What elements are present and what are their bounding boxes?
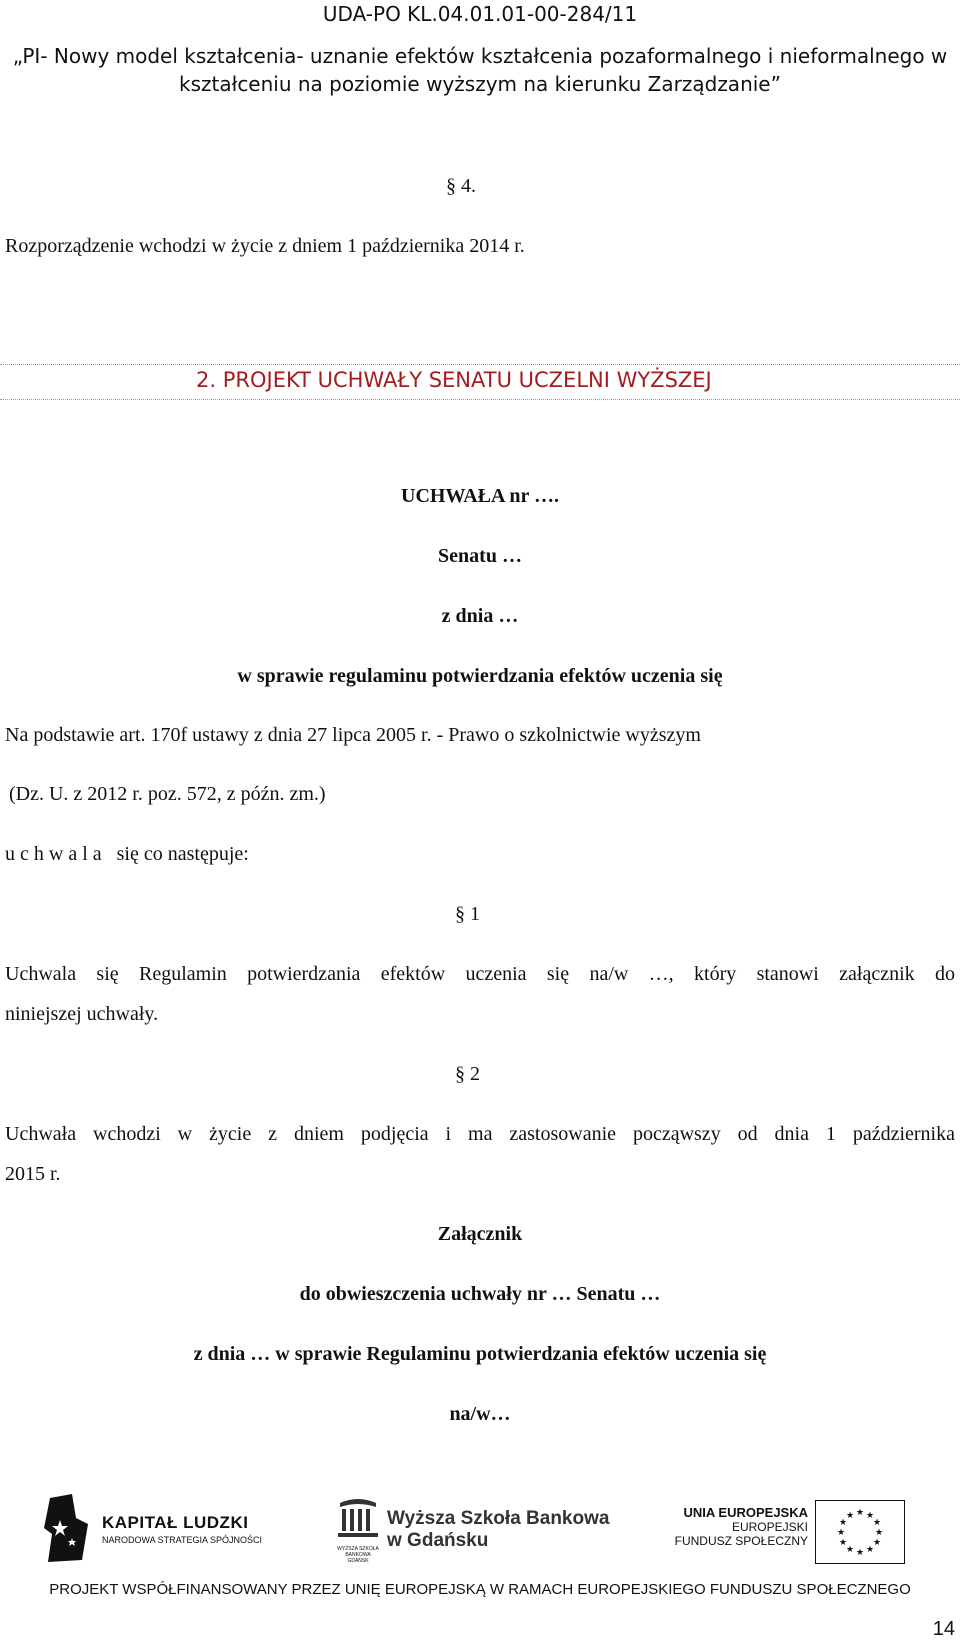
- annex-title: Załącznik: [437, 1223, 523, 1245]
- svg-text:★: ★: [845, 1511, 855, 1521]
- logo-ue-line2: EUROPEJSKI: [731, 1520, 808, 1534]
- svg-text:★: ★: [865, 1511, 875, 1521]
- logo-kapital-ludzki: [42, 1494, 262, 1564]
- project-code: UDA-PO KL.04.01.01-00-284/11: [322, 2, 638, 26]
- annex-line1: do obwieszczenia uchwały nr … Senatu …: [299, 1283, 661, 1305]
- logo-wsb-small: WYŻSZA SZKOŁA BANKOWA GDAŃSK: [337, 1545, 379, 1564]
- project-title-line1: „PI- Nowy model kształcenia- uznanie efektów kształcenia pozaformalnego i nieformalnego w: [12, 44, 948, 68]
- resolution-senate: Senatu …: [438, 545, 522, 567]
- resolution-title: UCHWAŁA nr ….: [401, 485, 559, 507]
- logo-wsb-gdansk: [335, 1500, 610, 1564]
- logo-kl-title: KAPITAŁ LUDZKI: [102, 1513, 249, 1532]
- legal-basis-line1: Na podstawie art. 170f ustawy z dnia 27 lipca 2005 r. - Prawo o szkolnictwie wyższym: [5, 724, 701, 746]
- svg-text:★: ★: [836, 1528, 846, 1538]
- heading-rule-top: [0, 364, 960, 365]
- heading-rule-bottom: [0, 399, 960, 400]
- resolution-subject: w sprawie regulaminu potwierdzania efektów uczenia się: [237, 665, 723, 687]
- paragraph-1-line2: niniejszej uchwały.: [5, 1003, 159, 1025]
- eu-flag-icon: [815, 1500, 905, 1564]
- project-title-line2: kształceniu na poziomie wyższym na kierunku Zarządzanie”: [179, 72, 781, 96]
- svg-text:★: ★: [855, 1508, 865, 1518]
- paragraph-2-line1: Uchwała wchodzi w życie z dniem podjęcia i ma zastosowanie począwszy od dnia 1 października: [5, 1123, 955, 1145]
- svg-text:★: ★: [874, 1528, 884, 1538]
- wsb-crest-icon: [336, 1497, 380, 1541]
- svg-text:★: ★: [845, 1545, 855, 1555]
- cofinanced-statement: PROJEKT WSPÓŁFINANSOWANY PRZEZ UNIĘ EUROPEJSKĄ W RAMACH EUROPEJSKIEGO FUNDUSZU SPOŁECZNEGO: [49, 1581, 911, 1598]
- paragraph-2-marker: § 2: [455, 1063, 480, 1085]
- kapital-ludzki-emblem-icon: [42, 1494, 92, 1564]
- section-2-heading: 2. PROJEKT UCHWAŁY SENATU UCZELNI WYŻSZEJ: [196, 368, 712, 392]
- resolution-date: z dnia …: [441, 605, 519, 627]
- annex-line2: z dnia … w sprawie Regulaminu potwierdzania efektów uczenia się: [193, 1343, 767, 1365]
- paragraph-1-line1: Uchwala się Regulamin potwierdzania efektów uczenia się na/w …, który stanowi załącznik do: [5, 963, 955, 985]
- logo-ue-line1: UNIA EUROPEJSKA: [683, 1505, 808, 1520]
- logo-ue-line3: FUNDUSZ SPOŁECZNY: [674, 1534, 808, 1548]
- page-number: 14: [932, 1618, 955, 1640]
- annex-line3: na/w…: [449, 1403, 511, 1425]
- paragraph-4-text: Rozporządzenie wchodzi w życie z dniem 1 października 2014 r.: [5, 235, 525, 257]
- paragraph-2-line2: 2015 r.: [5, 1163, 61, 1185]
- paragraph-4-marker: § 4.: [446, 175, 476, 197]
- resolves-statement: u c h w a l a się co następuje:: [5, 843, 249, 865]
- paragraph-1-marker: § 1: [455, 903, 480, 925]
- svg-text:★: ★: [872, 1518, 882, 1528]
- svg-text:★: ★: [872, 1538, 882, 1548]
- svg-text:★: ★: [838, 1518, 848, 1528]
- svg-text:★: ★: [855, 1548, 865, 1558]
- logo-eu-text: [670, 1505, 808, 1548]
- svg-text:★: ★: [865, 1545, 875, 1555]
- logo-wsb-line1: Wyższa Szkoła Bankowa: [387, 1508, 610, 1529]
- logo-kl-subtitle: NARODOWA STRATEGIA SPÓJNOŚCI: [102, 1535, 263, 1545]
- svg-text:★: ★: [838, 1538, 848, 1548]
- legal-basis-line2: (Dz. U. z 2012 r. poz. 572, z późn. zm.): [9, 783, 326, 805]
- logo-wsb-line2: w Gdańsku: [387, 1530, 489, 1551]
